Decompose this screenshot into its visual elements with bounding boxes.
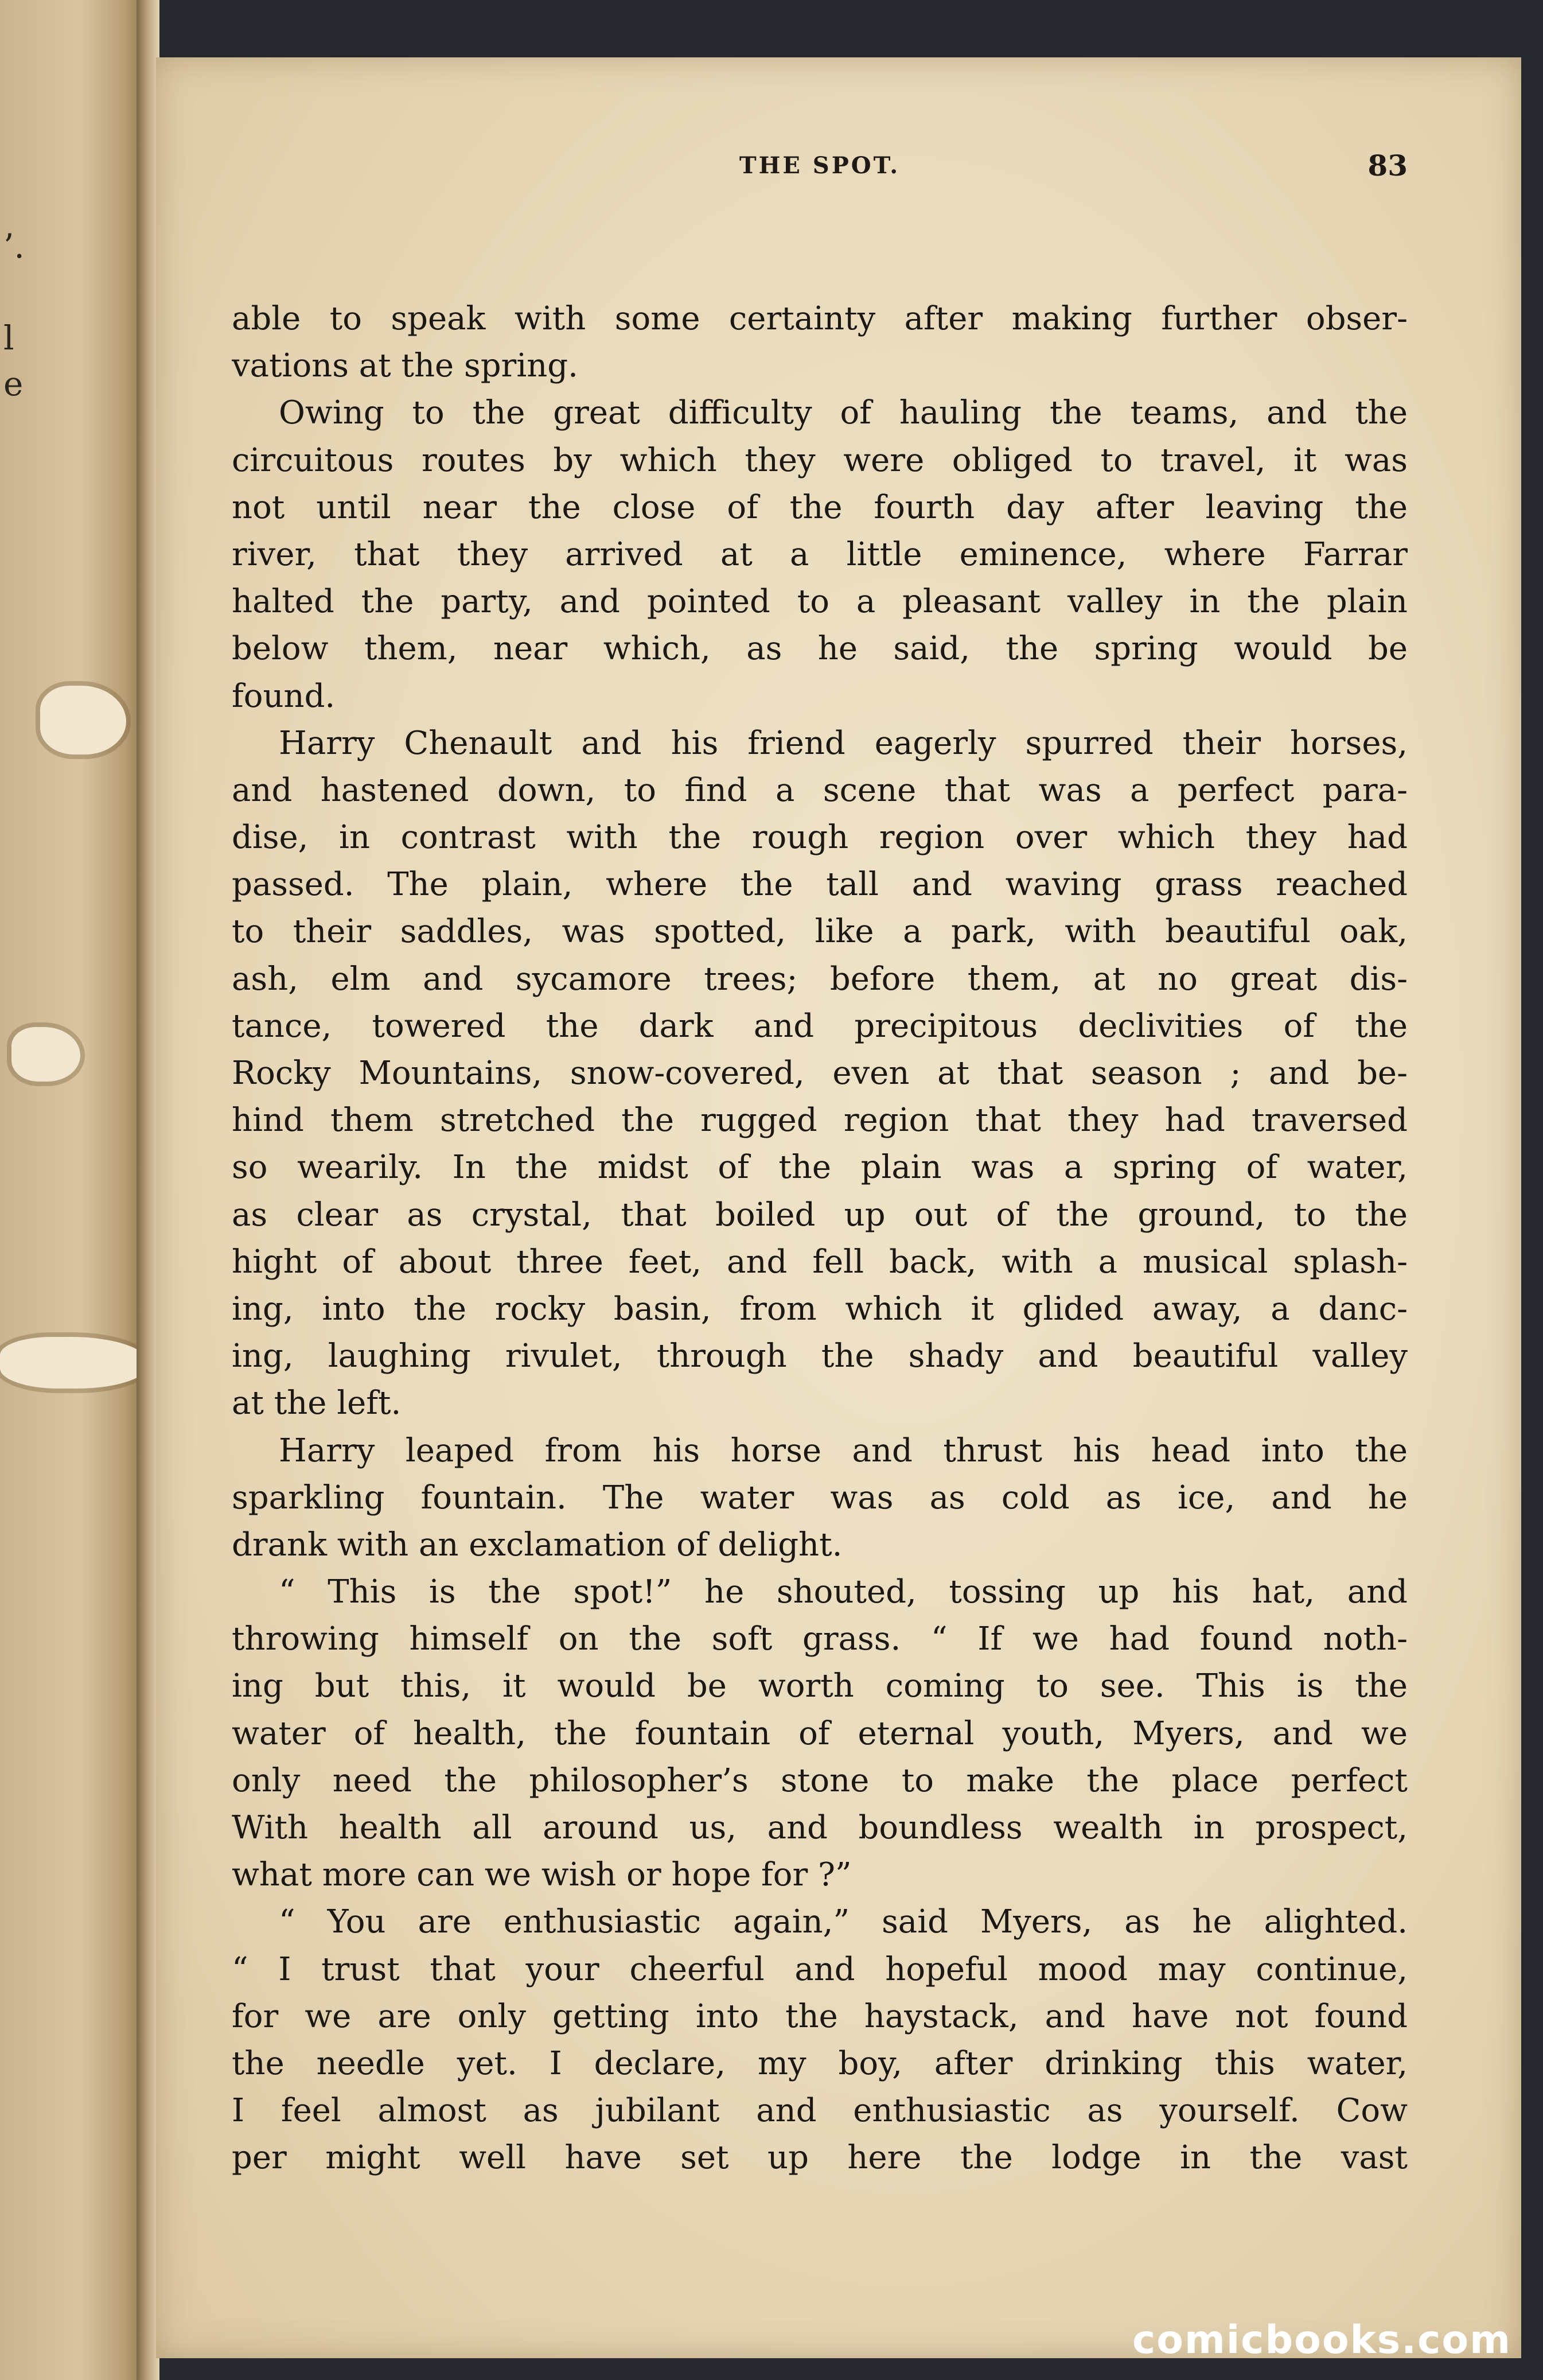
text-line: halted the party, and pointed to a pleasant valley in the plain (232, 583, 1408, 621)
book-page (156, 57, 1521, 2358)
left-page-fragment: l (3, 318, 14, 357)
watermark-logo: comicbooks.com (1132, 2317, 1511, 2363)
text-line: ing, laughing rivulet, through the shady and beautiful valley (232, 1337, 1408, 1375)
text-line: dise, in contrast with the rough region over which they had (232, 819, 1408, 857)
previous-page-edge (0, 0, 146, 2380)
text-line: vations at the spring. (232, 347, 578, 385)
text-line: passed. The plain, where the tall and waving grass reached (232, 866, 1408, 904)
text-line: what more can we wish or hope for ?” (232, 1856, 852, 1894)
body-text (232, 295, 1408, 2182)
text-line: ing but this, it would be worth coming to see. This is the (232, 1667, 1408, 1705)
left-page-fragment: ’. (3, 227, 25, 266)
text-line: Owing to the great difficulty of hauling the teams, and the (279, 394, 1408, 432)
text-line: per might well have set up here the lodge in the vast (232, 2139, 1408, 2177)
text-line: Rocky Mountains, snow-covered, even at that season ; and be- (232, 1055, 1408, 1092)
running-title: THE SPOT. (739, 152, 901, 179)
page-tear (0, 1337, 149, 1389)
text-line: circuitous routes by which they were obliged to travel, it was (232, 441, 1408, 479)
text-line: below them, near which, as he said, the spring would be (232, 630, 1408, 668)
text-line: I feel almost as jubilant and enthusiastic as yourself. Cow (232, 2092, 1408, 2130)
page-tear (11, 1027, 80, 1082)
text-line: water of health, the fountain of eternal youth, Myers, and we (232, 1714, 1408, 1752)
text-line: sparkling fountain. The water was as cold as ice, and he (232, 1479, 1408, 1516)
text-line: as clear as crystal, that boiled up out of the ground, to the (232, 1196, 1408, 1234)
text-line: river, that they arrived at a little eminence, where Farrar (232, 535, 1408, 573)
page-tear (40, 686, 126, 755)
text-line: hind them stretched the rugged region that they had traversed (232, 1102, 1408, 1140)
text-line: Harry leaped from his horse and thrust his head into the (279, 1432, 1408, 1469)
running-head (232, 149, 1408, 192)
text-line: found. (232, 677, 336, 715)
text-line: ash, elm and sycamore trees; before them, at no great dis- (232, 960, 1408, 998)
text-line: for we are only getting into the haystack, and have not found (232, 1997, 1408, 2035)
text-line: “ You are enthusiastic again,” said Myers, as he alighted. (279, 1903, 1408, 1941)
text-line: not until near the close of the fourth day after leaving the (232, 488, 1408, 526)
text-line: Harry Chenault and his friend eagerly spurred their horses, (279, 724, 1408, 762)
text-line: “ This is the spot!” he shouted, tossing up his hat, and (279, 1573, 1408, 1611)
text-line: throwing himself on the soft grass. “ If we had found noth- (232, 1620, 1408, 1658)
text-line: so wearily. In the midst of the plain was a spring of water, (232, 1149, 1408, 1187)
text-line: able to speak with some certainty after making further obser- (232, 300, 1408, 337)
text-line: to their saddles, was spotted, like a park, with beautiful oak, (232, 913, 1408, 951)
left-page-fragment: e (3, 364, 24, 403)
text-line: drank with an exclamation of delight. (232, 1526, 843, 1564)
text-line: “ I trust that your cheerful and hopeful mood may continue, (232, 1950, 1408, 1988)
text-line: ing, into the rocky basin, from which it glided away, a danc- (232, 1290, 1408, 1328)
text-line: at the left. (232, 1385, 402, 1422)
text-line: only need the philosopher’s stone to make the place perfect (232, 1761, 1408, 1799)
page-number: 83 (1367, 149, 1408, 182)
text-line: With health all around us, and boundless wealth in prospect, (232, 1809, 1408, 1846)
text-line: hight of about three feet, and fell back, with a musical splash- (232, 1243, 1408, 1281)
text-line: and hastened down, to find a scene that was a perfect para- (232, 771, 1408, 809)
text-line: tance, towered the dark and precipitous declivities of the (232, 1007, 1408, 1045)
text-line: the needle yet. I declare, my boy, after drinking this water, (232, 2044, 1408, 2082)
